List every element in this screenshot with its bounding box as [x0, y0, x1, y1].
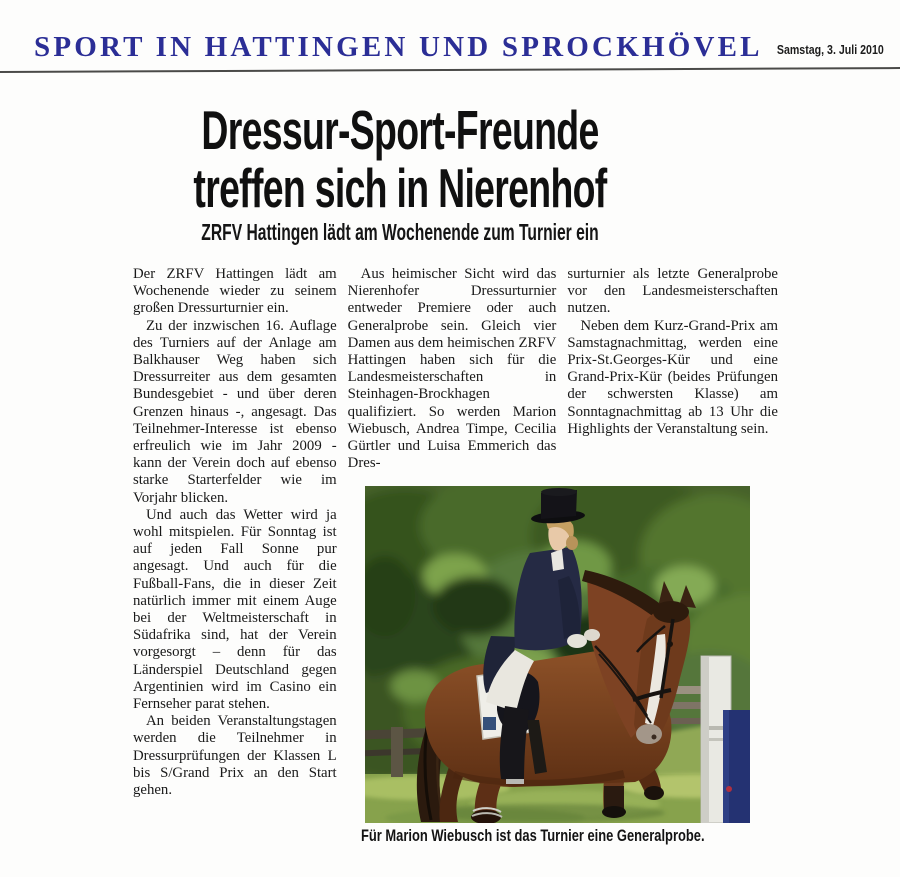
section-title: SPORT IN HATTINGEN UND SPROCKHÖVEL [34, 31, 763, 63]
article-photo [365, 486, 750, 823]
article-paragraph: Zu der inzwischen 16. Auflage des Turniers auf der Anlage am Balkhauser Weg haben sich Dressurreiter aus dem gesamten Bundesgebiet - und über deren Grenzen hinaus -, angesagt. Das Teilnehmer-Interesse ist ebenso erfreulich wie im Jahr 2009 - kann der Verein doch auf ebenso starke Starterfelder wie im Vorjahr blicken. [133, 317, 337, 506]
article-headline [128, 101, 672, 217]
issue-date: Samstag, 3. Juli 2010 [777, 43, 884, 57]
horse-muzzle [636, 724, 662, 744]
rider-shirt [551, 549, 564, 571]
article-paragraph: Und auch das Wetter wird ja wohl mitspielen. Für Sonntag ist auf jeden Fall Sonne pur angesagt. Und auch für die Fußball-Fans, die in dieser Zeit natürlich immer mit einem Auge bei der Weltmeisterschaft in Südafrika sind, hat der Verein vorgesorgt – denn für das Länderspiel Deutschland gegen Argentinien wird im Casino ein Fernseher parat stehen. [133, 506, 337, 713]
headline-line-2: treffen sich in Nierenhof [193, 157, 607, 219]
article-paragraph: An beiden Veranstaltungstagen werden die Teilnehmer in Dressurprüfungen der Klassen L bis S/Grand Prix an den Start gehen. [133, 713, 337, 799]
rider-glove [567, 634, 587, 648]
text-column-1 [133, 266, 337, 799]
rider-glove [584, 629, 600, 641]
stirrup-iron [506, 779, 524, 784]
masthead-rule [0, 67, 900, 73]
headline-line-1: Dressur-Sport-Freunde [201, 99, 599, 161]
article-subhead: ZRFV Hattingen lädt am Wochenende zum Turnier ein [201, 219, 599, 245]
photo-caption: Für Marion Wiebusch ist das Turnier eine Generalprobe. [361, 826, 705, 845]
article-paragraph: Neben dem Kurz-Grand-Prix am Samstagnachmittag, werden eine Prix-St.Georges-Kür und eine Grand-Prix-Kür (beides Prüfungen der schwersten Klasse) am Sonntagnachmittag ab 13 Uhr die Highlights der Veranstaltung sein. [567, 317, 778, 437]
article-paragraph: surturnier als letzte Generalprobe vor den Landesmeisterschaften nutzen. [567, 266, 778, 317]
article-paragraph: Aus heimischer Sicht wird das Nierenhofer Dressurturnier entweder Premiere oder auch Generalprobe sein. Gleich vier Damen aus dem heimischen ZRFV Hattingen haben sich für die Landesmeisterschaften in Steinhagen-Brockhagen qualifiziert. So werden Marion Wiebusch, Andrea Timpe, Cecilia Gürtler und Luisa Emmerich das Dres- [347, 266, 557, 472]
article-paragraph: Der ZRFV Hattingen lädt am Wochenende wieder zu seinem großen Dressurturnier ein. [133, 266, 337, 317]
